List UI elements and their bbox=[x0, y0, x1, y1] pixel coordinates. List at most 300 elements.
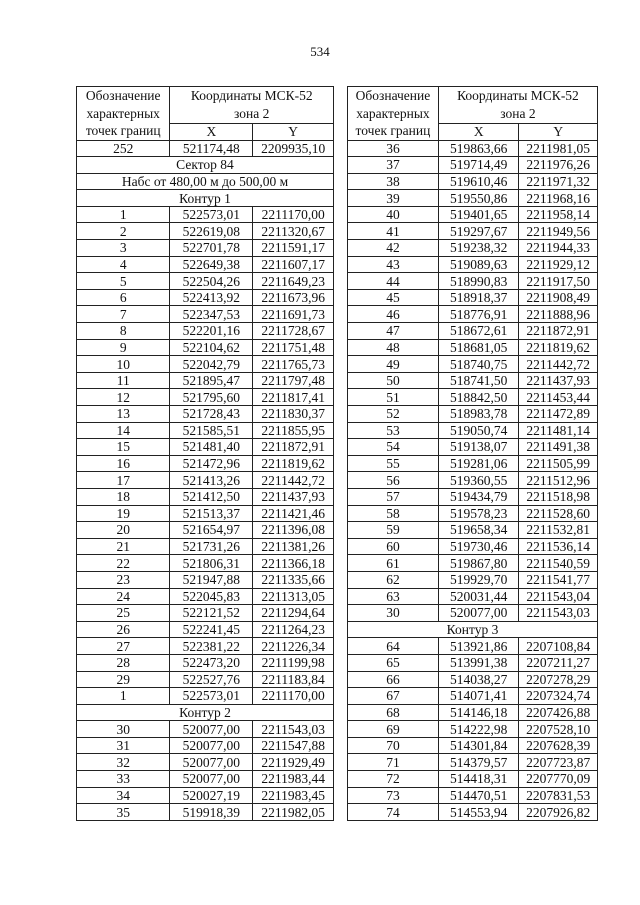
header-line: Обозначение bbox=[85, 88, 161, 103]
x-coordinate-cell: 522201,16 bbox=[170, 323, 253, 340]
y-coordinate-cell: 2211481,14 bbox=[519, 422, 598, 439]
table-row bbox=[77, 654, 334, 671]
point-id-cell: 4 bbox=[77, 256, 170, 273]
table-row bbox=[77, 223, 334, 240]
table-row bbox=[348, 704, 598, 721]
point-id-cell: 19 bbox=[77, 505, 170, 522]
table-row bbox=[77, 588, 334, 605]
point-id-cell: 14 bbox=[77, 422, 170, 439]
point-id-cell: 64 bbox=[348, 638, 439, 655]
point-id-cell: 32 bbox=[77, 754, 170, 771]
point-id-cell: 51 bbox=[348, 389, 439, 406]
point-id-cell: 34 bbox=[77, 787, 170, 804]
point-id-cell: 9 bbox=[77, 339, 170, 356]
y-coordinate-cell: 2207324,74 bbox=[519, 688, 598, 705]
x-coordinate-cell: 519610,46 bbox=[438, 173, 519, 190]
table-row bbox=[77, 372, 334, 389]
table-row bbox=[77, 688, 334, 705]
point-id-cell: 54 bbox=[348, 439, 439, 456]
y-coordinate-cell: 2211751,48 bbox=[253, 339, 334, 356]
x-coordinate-cell: 518842,50 bbox=[438, 389, 519, 406]
y-coordinate-cell: 2207426,88 bbox=[519, 704, 598, 721]
y-coordinate-cell: 2211819,62 bbox=[519, 339, 598, 356]
y-coordinate-cell: 2211976,26 bbox=[519, 157, 598, 174]
x-coordinate-cell: 521731,26 bbox=[170, 538, 253, 555]
table-row bbox=[77, 422, 334, 439]
y-coordinate-cell: 2211294,64 bbox=[253, 605, 334, 622]
table-row bbox=[348, 754, 598, 771]
y-coordinate-cell: 2211381,26 bbox=[253, 538, 334, 555]
y-coordinate-cell: 2207723,87 bbox=[519, 754, 598, 771]
y-coordinate-cell: 2211797,48 bbox=[253, 372, 334, 389]
point-id-cell: 71 bbox=[348, 754, 439, 771]
x-coordinate-cell: 514146,18 bbox=[438, 704, 519, 721]
section-row bbox=[77, 704, 334, 721]
table-row bbox=[77, 206, 334, 223]
table-row bbox=[348, 638, 598, 655]
section-label: Контур 3 bbox=[348, 621, 598, 638]
x-coordinate-cell: 522473,20 bbox=[170, 654, 253, 671]
y-coordinate-cell: 2211183,84 bbox=[253, 671, 334, 688]
point-id-cell: 21 bbox=[77, 538, 170, 555]
point-id-cell: 7 bbox=[77, 306, 170, 323]
table-row bbox=[77, 323, 334, 340]
table-body-right bbox=[348, 140, 598, 820]
point-id-cell: 62 bbox=[348, 571, 439, 588]
point-id-cell: 12 bbox=[77, 389, 170, 406]
y-coordinate-cell: 2211442,72 bbox=[519, 356, 598, 373]
y-coordinate-cell: 2211512,96 bbox=[519, 472, 598, 489]
table-row bbox=[348, 555, 598, 572]
x-coordinate-cell: 522121,52 bbox=[170, 605, 253, 622]
x-coordinate-cell: 522241,45 bbox=[170, 621, 253, 638]
table-row bbox=[348, 223, 598, 240]
point-id-cell: 37 bbox=[348, 157, 439, 174]
x-coordinate-cell: 519929,70 bbox=[438, 571, 519, 588]
section-label: Сектор 84 bbox=[77, 157, 334, 174]
y-coordinate-cell: 2211543,03 bbox=[253, 721, 334, 738]
point-id-cell: 74 bbox=[348, 804, 439, 821]
y-coordinate-cell: 2211335,66 bbox=[253, 571, 334, 588]
y-column-header: Y bbox=[253, 123, 334, 140]
x-coordinate-cell: 522045,83 bbox=[170, 588, 253, 605]
y-coordinate-cell: 2211944,33 bbox=[519, 240, 598, 257]
table-row bbox=[348, 538, 598, 555]
point-id-cell: 61 bbox=[348, 555, 439, 572]
y-coordinate-cell: 2211983,45 bbox=[253, 787, 334, 804]
x-coordinate-cell: 522042,79 bbox=[170, 356, 253, 373]
x-coordinate-cell: 521654,97 bbox=[170, 522, 253, 539]
point-id-cell: 16 bbox=[77, 455, 170, 472]
table-row bbox=[77, 721, 334, 738]
table-row bbox=[77, 522, 334, 539]
x-coordinate-cell: 514222,98 bbox=[438, 721, 519, 738]
x-coordinate-cell: 518983,78 bbox=[438, 406, 519, 423]
x-coordinate-cell: 518740,75 bbox=[438, 356, 519, 373]
x-coordinate-cell: 520031,44 bbox=[438, 588, 519, 605]
table-row bbox=[348, 588, 598, 605]
x-coordinate-cell: 520077,00 bbox=[170, 721, 253, 738]
table-row bbox=[348, 737, 598, 754]
point-id-cell: 2 bbox=[77, 223, 170, 240]
y-coordinate-cell: 2211872,91 bbox=[253, 439, 334, 456]
table-row bbox=[77, 273, 334, 290]
y-coordinate-cell: 2211765,73 bbox=[253, 356, 334, 373]
point-id-cell: 6 bbox=[77, 289, 170, 306]
table-row bbox=[348, 522, 598, 539]
table-header bbox=[77, 87, 334, 141]
point-id-cell: 45 bbox=[348, 289, 439, 306]
table-row bbox=[348, 688, 598, 705]
x-coordinate-cell: 521806,31 bbox=[170, 555, 253, 572]
table-row bbox=[77, 538, 334, 555]
y-coordinate-cell: 2211649,23 bbox=[253, 273, 334, 290]
x-coordinate-cell: 522573,01 bbox=[170, 206, 253, 223]
table-row bbox=[348, 157, 598, 174]
x-coordinate-cell: 519050,74 bbox=[438, 422, 519, 439]
table-row bbox=[77, 571, 334, 588]
y-coordinate-cell: 2211607,17 bbox=[253, 256, 334, 273]
y-coordinate-cell: 2211929,12 bbox=[519, 256, 598, 273]
x-coordinate-cell: 514379,57 bbox=[438, 754, 519, 771]
x-coordinate-cell: 520077,00 bbox=[170, 754, 253, 771]
table-row bbox=[77, 621, 334, 638]
y-coordinate-cell: 2207528,10 bbox=[519, 721, 598, 738]
point-id-cell: 25 bbox=[77, 605, 170, 622]
point-id-cell: 69 bbox=[348, 721, 439, 738]
x-coordinate-cell: 519730,46 bbox=[438, 538, 519, 555]
x-coordinate-cell: 514301,84 bbox=[438, 737, 519, 754]
point-id-cell: 63 bbox=[348, 588, 439, 605]
x-coordinate-cell: 518672,61 bbox=[438, 323, 519, 340]
table-row bbox=[348, 206, 598, 223]
point-id-cell: 55 bbox=[348, 455, 439, 472]
table-row bbox=[77, 339, 334, 356]
header-line: Обозначение bbox=[355, 88, 431, 103]
x-coordinate-cell: 519138,07 bbox=[438, 439, 519, 456]
table-row bbox=[77, 638, 334, 655]
point-id-cell: 73 bbox=[348, 787, 439, 804]
table-row bbox=[348, 804, 598, 821]
y-coordinate-cell: 2211728,67 bbox=[253, 323, 334, 340]
x-coordinate-cell: 519918,39 bbox=[170, 804, 253, 821]
x-coordinate-cell: 513921,86 bbox=[438, 638, 519, 655]
table-row bbox=[77, 389, 334, 406]
table-row bbox=[348, 356, 598, 373]
point-id-cell: 27 bbox=[77, 638, 170, 655]
y-coordinate-cell: 2211968,16 bbox=[519, 190, 598, 207]
table-row bbox=[77, 240, 334, 257]
x-coordinate-cell: 518990,83 bbox=[438, 273, 519, 290]
header-line: Координаты МСК-52 bbox=[457, 88, 579, 104]
y-coordinate-cell: 2211982,05 bbox=[253, 804, 334, 821]
x-coordinate-cell: 514418,31 bbox=[438, 771, 519, 788]
table-row bbox=[77, 439, 334, 456]
x-coordinate-cell: 519867,80 bbox=[438, 555, 519, 572]
table-row bbox=[77, 488, 334, 505]
y-coordinate-cell: 2211366,18 bbox=[253, 555, 334, 572]
x-coordinate-cell: 522701,78 bbox=[170, 240, 253, 257]
x-coordinate-cell: 521513,37 bbox=[170, 505, 253, 522]
table-row bbox=[77, 787, 334, 804]
point-id-cell: 252 bbox=[77, 140, 170, 157]
point-id-cell: 60 bbox=[348, 538, 439, 555]
x-coordinate-cell: 519863,66 bbox=[438, 140, 519, 157]
header-line: точек границ bbox=[85, 123, 161, 138]
y-coordinate-cell: 2211541,77 bbox=[519, 571, 598, 588]
point-id-cell: 50 bbox=[348, 372, 439, 389]
x-column-header: X bbox=[170, 123, 253, 140]
point-label-header bbox=[77, 87, 170, 141]
point-id-cell: 66 bbox=[348, 671, 439, 688]
x-coordinate-cell: 519089,63 bbox=[438, 256, 519, 273]
point-id-cell: 17 bbox=[77, 472, 170, 489]
x-coordinate-cell: 522527,76 bbox=[170, 671, 253, 688]
section-label: Контур 2 bbox=[77, 704, 334, 721]
y-coordinate-cell: 2211540,59 bbox=[519, 555, 598, 572]
y-coordinate-cell: 2211929,49 bbox=[253, 754, 334, 771]
table-row bbox=[77, 356, 334, 373]
point-id-cell: 5 bbox=[77, 273, 170, 290]
point-id-cell: 59 bbox=[348, 522, 439, 539]
table-row bbox=[348, 455, 598, 472]
x-coordinate-cell: 521895,47 bbox=[170, 372, 253, 389]
table-row bbox=[348, 787, 598, 804]
y-coordinate-cell: 2211170,00 bbox=[253, 688, 334, 705]
point-id-cell: 30 bbox=[348, 605, 439, 622]
y-coordinate-cell: 2211958,14 bbox=[519, 206, 598, 223]
table-row bbox=[348, 571, 598, 588]
point-id-cell: 11 bbox=[77, 372, 170, 389]
point-id-cell: 38 bbox=[348, 173, 439, 190]
table-row bbox=[348, 654, 598, 671]
point-id-cell: 35 bbox=[77, 804, 170, 821]
y-coordinate-cell: 2211949,56 bbox=[519, 223, 598, 240]
table-row bbox=[77, 289, 334, 306]
header-line: характерных bbox=[356, 105, 430, 121]
x-coordinate-cell: 522649,38 bbox=[170, 256, 253, 273]
table-row bbox=[348, 289, 598, 306]
x-coordinate-cell: 522381,22 bbox=[170, 638, 253, 655]
point-id-cell: 44 bbox=[348, 273, 439, 290]
table-row bbox=[348, 389, 598, 406]
table-row bbox=[348, 771, 598, 788]
x-column-header: X bbox=[438, 123, 519, 140]
point-label-header bbox=[348, 87, 439, 141]
point-id-cell: 56 bbox=[348, 472, 439, 489]
y-coordinate-cell: 2211536,14 bbox=[519, 538, 598, 555]
y-coordinate-cell: 2211691,73 bbox=[253, 306, 334, 323]
y-column-header: Y bbox=[519, 123, 598, 140]
x-coordinate-cell: 520077,00 bbox=[438, 605, 519, 622]
table-row bbox=[77, 555, 334, 572]
y-coordinate-cell: 2207628,39 bbox=[519, 737, 598, 754]
x-coordinate-cell: 519401,65 bbox=[438, 206, 519, 223]
point-id-cell: 39 bbox=[348, 190, 439, 207]
header-line: Координаты МСК-52 bbox=[190, 88, 313, 104]
y-coordinate-cell: 2211983,44 bbox=[253, 771, 334, 788]
point-id-cell: 1 bbox=[77, 206, 170, 223]
table-row bbox=[348, 372, 598, 389]
point-id-cell: 8 bbox=[77, 323, 170, 340]
x-coordinate-cell: 514071,41 bbox=[438, 688, 519, 705]
y-coordinate-cell: 2211543,03 bbox=[519, 605, 598, 622]
page-number: 534 bbox=[310, 44, 330, 59]
point-id-cell: 58 bbox=[348, 505, 439, 522]
section-row bbox=[77, 157, 334, 174]
y-coordinate-cell: 2211532,81 bbox=[519, 522, 598, 539]
table-row bbox=[77, 472, 334, 489]
point-id-cell: 1 bbox=[77, 688, 170, 705]
section-label: Набс от 480,00 м до 500,00 м bbox=[77, 173, 334, 190]
coordinates-header bbox=[438, 87, 597, 124]
y-coordinate-cell: 2211437,93 bbox=[253, 488, 334, 505]
coordinates-table-left bbox=[76, 86, 334, 821]
point-id-cell: 46 bbox=[348, 306, 439, 323]
x-coordinate-cell: 518681,05 bbox=[438, 339, 519, 356]
point-id-cell: 36 bbox=[348, 140, 439, 157]
x-coordinate-cell: 522347,53 bbox=[170, 306, 253, 323]
x-coordinate-cell: 520077,00 bbox=[170, 771, 253, 788]
table-row bbox=[77, 754, 334, 771]
x-coordinate-cell: 520027,19 bbox=[170, 787, 253, 804]
y-coordinate-cell: 2211505,99 bbox=[519, 455, 598, 472]
x-coordinate-cell: 521795,60 bbox=[170, 389, 253, 406]
table-row bbox=[348, 173, 598, 190]
y-coordinate-cell: 2211313,05 bbox=[253, 588, 334, 605]
y-coordinate-cell: 2211888,96 bbox=[519, 306, 598, 323]
y-coordinate-cell: 2211830,37 bbox=[253, 406, 334, 423]
point-id-cell: 41 bbox=[348, 223, 439, 240]
x-coordinate-cell: 521947,88 bbox=[170, 571, 253, 588]
x-coordinate-cell: 513991,38 bbox=[438, 654, 519, 671]
point-id-cell: 31 bbox=[77, 737, 170, 754]
table-row bbox=[77, 306, 334, 323]
x-coordinate-cell: 521481,40 bbox=[170, 439, 253, 456]
header-line: характерных bbox=[86, 105, 160, 121]
table-row bbox=[348, 406, 598, 423]
table-body-left bbox=[77, 140, 334, 820]
y-coordinate-cell: 2211442,72 bbox=[253, 472, 334, 489]
table-row bbox=[348, 240, 598, 257]
x-coordinate-cell: 522413,92 bbox=[170, 289, 253, 306]
table-row bbox=[348, 190, 598, 207]
point-id-cell: 72 bbox=[348, 771, 439, 788]
x-coordinate-cell: 519360,55 bbox=[438, 472, 519, 489]
x-coordinate-cell: 522619,08 bbox=[170, 223, 253, 240]
y-coordinate-cell: 2211855,95 bbox=[253, 422, 334, 439]
x-coordinate-cell: 521472,96 bbox=[170, 455, 253, 472]
point-id-cell: 53 bbox=[348, 422, 439, 439]
table-row bbox=[348, 306, 598, 323]
x-coordinate-cell: 514038,27 bbox=[438, 671, 519, 688]
x-coordinate-cell: 519550,86 bbox=[438, 190, 519, 207]
y-coordinate-cell: 2211971,32 bbox=[519, 173, 598, 190]
point-id-cell: 70 bbox=[348, 737, 439, 754]
table-row bbox=[348, 605, 598, 622]
y-coordinate-cell: 2211981,05 bbox=[519, 140, 598, 157]
x-coordinate-cell: 522573,01 bbox=[170, 688, 253, 705]
x-coordinate-cell: 521412,50 bbox=[170, 488, 253, 505]
point-id-cell: 29 bbox=[77, 671, 170, 688]
x-coordinate-cell: 519434,79 bbox=[438, 488, 519, 505]
y-coordinate-cell: 2211591,17 bbox=[253, 240, 334, 257]
table-row bbox=[348, 256, 598, 273]
point-id-cell: 42 bbox=[348, 240, 439, 257]
coordinates-header bbox=[170, 87, 334, 124]
y-coordinate-cell: 2211817,41 bbox=[253, 389, 334, 406]
y-coordinate-cell: 2211396,08 bbox=[253, 522, 334, 539]
x-coordinate-cell: 521585,51 bbox=[170, 422, 253, 439]
y-coordinate-cell: 2211453,44 bbox=[519, 389, 598, 406]
section-row bbox=[77, 190, 334, 207]
x-coordinate-cell: 519238,32 bbox=[438, 240, 519, 257]
point-id-cell: 33 bbox=[77, 771, 170, 788]
y-coordinate-cell: 2211170,00 bbox=[253, 206, 334, 223]
x-coordinate-cell: 522504,26 bbox=[170, 273, 253, 290]
table-row bbox=[348, 671, 598, 688]
table-row bbox=[348, 422, 598, 439]
table-header bbox=[348, 87, 598, 141]
y-coordinate-cell: 2211421,46 bbox=[253, 505, 334, 522]
point-id-cell: 22 bbox=[77, 555, 170, 572]
point-id-cell: 43 bbox=[348, 256, 439, 273]
y-coordinate-cell: 2211437,93 bbox=[519, 372, 598, 389]
point-id-cell: 67 bbox=[348, 688, 439, 705]
x-coordinate-cell: 521413,26 bbox=[170, 472, 253, 489]
header-line: точек границ bbox=[355, 123, 431, 138]
table-row bbox=[77, 804, 334, 821]
x-coordinate-cell: 514553,94 bbox=[438, 804, 519, 821]
x-coordinate-cell: 519297,67 bbox=[438, 223, 519, 240]
table-row bbox=[348, 472, 598, 489]
point-id-cell: 68 bbox=[348, 704, 439, 721]
table-row bbox=[77, 406, 334, 423]
y-coordinate-cell: 2207926,82 bbox=[519, 804, 598, 821]
header-line: зона 2 bbox=[500, 105, 536, 121]
y-coordinate-cell: 2211491,38 bbox=[519, 439, 598, 456]
y-coordinate-cell: 2207278,29 bbox=[519, 671, 598, 688]
x-coordinate-cell: 519281,06 bbox=[438, 455, 519, 472]
point-id-cell: 23 bbox=[77, 571, 170, 588]
table-row bbox=[77, 771, 334, 788]
y-coordinate-cell: 2211518,98 bbox=[519, 488, 598, 505]
point-id-cell: 3 bbox=[77, 240, 170, 257]
x-coordinate-cell: 521728,43 bbox=[170, 406, 253, 423]
table-row bbox=[348, 273, 598, 290]
table-row bbox=[348, 439, 598, 456]
y-coordinate-cell: 2209935,10 bbox=[253, 140, 334, 157]
coordinates-table-right bbox=[347, 86, 598, 821]
point-id-cell: 49 bbox=[348, 356, 439, 373]
table-row bbox=[348, 339, 598, 356]
y-coordinate-cell: 2207831,53 bbox=[519, 787, 598, 804]
point-id-cell: 13 bbox=[77, 406, 170, 423]
table-row bbox=[348, 721, 598, 738]
table-row bbox=[77, 455, 334, 472]
point-id-cell: 24 bbox=[77, 588, 170, 605]
point-id-cell: 28 bbox=[77, 654, 170, 671]
y-coordinate-cell: 2211547,88 bbox=[253, 737, 334, 754]
section-label: Контур 1 bbox=[77, 190, 334, 207]
y-coordinate-cell: 2211199,98 bbox=[253, 654, 334, 671]
point-id-cell: 48 bbox=[348, 339, 439, 356]
table-row bbox=[77, 605, 334, 622]
table-row bbox=[77, 140, 334, 157]
section-row bbox=[348, 621, 598, 638]
y-coordinate-cell: 2211226,34 bbox=[253, 638, 334, 655]
x-coordinate-cell: 521174,48 bbox=[170, 140, 253, 157]
